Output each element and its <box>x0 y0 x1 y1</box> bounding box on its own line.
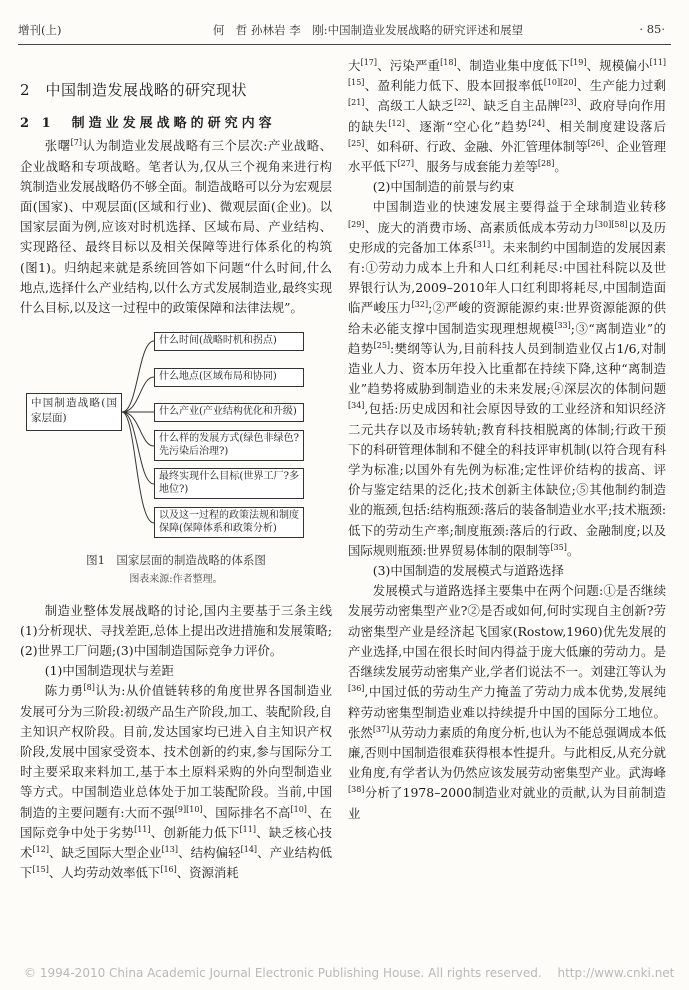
page-number: · 85· <box>639 22 665 36</box>
figure-strategy-system <box>20 326 332 546</box>
citation-ref: [37] <box>372 724 390 734</box>
figure-node-final-goal: 最终实现什么目标(世界工厂?多地位?) <box>154 468 304 499</box>
text-run: 、污染严重 <box>377 58 441 73</box>
figure-node-time: 什么时间(战略时机和拐点) <box>154 332 304 351</box>
text-run: 、在国际竞争中处于劣势 <box>20 804 333 840</box>
text-run: 、缺乏国际大型企业 <box>48 845 162 861</box>
text-run: ;③“离制造业”的趋势 <box>348 320 666 356</box>
text-run: 发展模式与道路选择主要集中在两个问题:①是否继续发展劳动密集型产业?②是否或如何,何时实现自主创新?劳动密集型产业是经济起飞国家(Rostow,1960)优先发展的产业选择,中国在很长时间内得益于庞大低廉的劳动力。是否继续发展劳动密集产业,学者们说法不一。刘建江等认为 <box>348 583 666 680</box>
citation-ref: [12] <box>388 118 405 128</box>
text-run: 、缺乏核心技术 <box>20 824 333 861</box>
text-run: 、企业管理水平低下 <box>348 138 667 175</box>
citation-ref: [10][20] <box>543 78 577 88</box>
citation-ref: [11] <box>134 824 151 834</box>
figure-node-policy-guarantee: 以及这一过程的政策法规和制度保障(保障体系和政策分析) <box>154 507 304 538</box>
citation-ref: [11] <box>239 824 256 834</box>
text-run: 。未来制约中国制造的发展因素有:①劳动力成本上升和人口红利耗尽:中国社科院以及世界银行认为,2009–2010年人口红利即将耗尽,中国制造面临严峻压力 <box>348 239 667 316</box>
text-run: 、高级工人缺乏 <box>364 98 455 114</box>
text-run: 以及历史形成的完备加工体系 <box>348 219 667 255</box>
citation-ref: [9][10] <box>174 804 203 814</box>
text-run: 、制造业集中度低下 <box>456 58 571 73</box>
citation-ref: [36] <box>348 684 365 694</box>
text-run: 中国制造业的快速发展主要得益于全球制造业转移 <box>372 199 666 215</box>
citation-ref: [35] <box>550 542 567 552</box>
text-run: 、规模偏小 <box>586 58 650 73</box>
text-run: 、庞大的消费市场、高素质低成本劳动力 <box>364 219 595 235</box>
citation-ref: [28] <box>537 158 555 168</box>
text-run: ,包括:历史成因和社会原因导致的工业经济和知识经济二元共存以及市场转轨;教育科技相脱离的体制;行政干预下的科研管理体制和不健全的科技评审机制(以符合现有科学为标准;以国外有先例为标准;定性评价结构的拔高、评价与鉴定结果的泛化;技术创新主体缺位;⑤其他制约制造业的瓶颈,包括:结构瓶颈:落后的装备制造业水平;技术瓶颈:低下的劳动生产率;制度瓶颈:落后的行政、金融制度;以及国际规则瓶颈:世界贸易体制的限制等 <box>348 401 667 558</box>
citation-ref: [21] <box>348 98 365 108</box>
citation-ref: [16] <box>160 865 177 875</box>
citation-ref: [10] <box>290 804 307 814</box>
figure-node-development-mode: 什么样的发展方式(绿色非绿色? 先污染后治理?) <box>154 430 304 461</box>
citation-ref: [31] <box>473 239 491 249</box>
header-authors-title: 何 哲 孙林岩 李 刚:中国制造业发展战略的研究评述和展望 <box>212 23 524 37</box>
paragraph <box>348 197 666 561</box>
citation-ref: [14] <box>240 844 258 854</box>
text-run: 、资源消耗 <box>176 865 239 881</box>
text-run: 、缺乏自主品牌 <box>470 98 561 114</box>
figure-node-place: 什么地点(区域布局和协同) <box>154 368 304 387</box>
paragraph <box>20 136 332 318</box>
citation-ref: [27] <box>397 158 414 168</box>
right-column <box>348 56 666 824</box>
text-run: 、逐渐“空心化”趋势 <box>404 118 529 134</box>
text-run: 、如科研、行政、金融、外汇管理体制等 <box>364 138 588 154</box>
text-run: ;②严峻的资源能源约束:世界资源能源的供给未必能支撑中国制造实现理想规模 <box>348 300 666 336</box>
text-run: 、人均劳动效率低下 <box>48 865 161 881</box>
issue-label: 增刊(上) <box>18 23 62 37</box>
text-run: 、产业结构低下 <box>20 845 333 881</box>
citation-ref: [13] <box>161 844 178 854</box>
citation-ref: [19] <box>570 57 587 67</box>
subsection-development-mode: (3)中国制造的发展模式与道路选择 <box>372 563 564 579</box>
section-title: 2 中国制造发展战略的研究现状 <box>20 81 248 99</box>
text-run: ,中国过低的劳动生产力掩盖了劳动力成本优势,发展纯粹劳动密集型制造业难以持续提升中国的国际分工地位。张然 <box>348 684 666 740</box>
text-run: 陈力勇 <box>44 683 84 699</box>
paragraph <box>348 56 666 177</box>
citation-ref: [24] <box>528 118 545 128</box>
text-run: 认为制造业发展战略有三个层次:产业战略、企业战略和专项战略。笔者认为,仅从三个视角来进行构筑制造业发展战略仍不够全面。制造战略可以分为宏观层面(国家)、中观层面(区域和行业)、微观层面(企业)。以国家层面为例,应该对时机选择、区域布局、产业结构、实现路径、最终目标以及相关保障等进行体系化的构筑(图1)。归纳起来就是系统回答如下问题“什么时间,什么地点,选择什么产业结构,以什么方式发展制造业,最终实现什么目标,以及这一过程中的政策保障和法律法规”。 <box>20 138 332 316</box>
text-run: 、相关制度建设落后 <box>544 118 666 134</box>
text-run: 分析了1978–2000制造业对就业的贡献,认为目前制造业 <box>348 785 666 821</box>
text-run: 、盈利能力低下、股本回报率低 <box>364 78 544 94</box>
figure-node-industry: 什么产业(产业结构优化和升级) <box>154 403 304 422</box>
running-header <box>18 22 671 42</box>
paragraph <box>20 681 332 883</box>
text-run: 制造业整体发展战略的讨论,国内主要基于三条主线(1)分析现状、寻找差距,总体上提出改进措施和发展策略;(2)世界工厂问题;(3)中国制造国际竞争力评价。 <box>20 602 332 659</box>
left-column <box>20 56 332 883</box>
citation-ref: [17] <box>360 57 378 67</box>
citation-ref: [18] <box>440 57 457 67</box>
figure-caption: 图1 国家层面的制造战略的体系图 <box>86 553 266 568</box>
citation-ref: [38] <box>348 785 365 795</box>
text-run: 、国际排名不高 <box>202 804 291 820</box>
paragraph <box>348 581 666 823</box>
citation-ref: [34] <box>348 401 365 411</box>
citation-ref: [30][58] <box>594 219 628 229</box>
subsection-current-status: (1)中国制造现状与差距 <box>44 663 174 679</box>
text-run: 认为:从价值链转移的角度世界各国制造业发展可分为三阶段:初级产品生产阶段,加工、装配阶段,自主知识产权阶段。目前,发达国家均已进入自主知识产权阶段,发展中国家受资本、技术创新的约束,参与国际分工时主要采取来料加工,基于本土原料采购的外向型制造业等方式。中国制造业总体处于加工装配阶段。当前,中国制造的主要问题有:大而不强 <box>20 683 333 820</box>
citation-ref: [23] <box>560 98 577 108</box>
text-run: 从劳动力素质的角度分析,也认为不能总强调成本低廉,否则中国制造很难获得根本性提升。与此相反,从充分就业角度,有学者认为仍然应该发展劳动密集型产业。武海峰 <box>348 724 666 781</box>
figure-source: 图表来源:作者整理。 <box>129 574 223 586</box>
paragraph <box>20 601 332 662</box>
citation-ref: [22] <box>454 98 471 108</box>
text-run: 大 <box>348 58 361 73</box>
citation-ref: [15] <box>32 865 49 875</box>
text-run: 、生产能力过剩 <box>576 78 667 94</box>
figure-root-node: 中国制造战略(国家层面) <box>26 393 122 431</box>
subsection-prospects: (2)中国制造的前景与约束 <box>372 179 515 195</box>
text-run: :樊纲等认为,目前科技人员到制造业仅占1/6,对制造业人力、资本历年投入比重都在持续下降,这种“离制造业”趋势将威胁到制造业的未来发展;④深层次的体制问题 <box>348 340 667 397</box>
header-rule <box>18 44 671 45</box>
citation-ref: [25] <box>348 138 365 148</box>
citation-ref: [29] <box>348 219 365 229</box>
copyright-footer: © 1994-2010 China Academic Journal Electronic Publishing House. All rights reserved. http://www.cnki.net <box>24 966 675 980</box>
text-run: 、服务与成套能力差等 <box>413 159 538 175</box>
text-run: 张曙 <box>44 138 71 154</box>
text-run: 。 <box>566 542 580 558</box>
citation-ref: [7] <box>70 138 82 148</box>
text-run: 、结构偏轻 <box>177 845 241 861</box>
citation-ref: [12] <box>32 844 49 854</box>
text-run: 、政府导向作用的缺失 <box>348 98 667 134</box>
citation-ref: [11][15] <box>348 57 667 88</box>
citation-ref: [32] <box>411 300 429 310</box>
text-run: 、创新能力低下 <box>150 824 240 840</box>
citation-ref: [33] <box>554 320 571 330</box>
text-run: 。 <box>554 159 567 175</box>
citation-ref: [25] <box>373 340 391 350</box>
citation-ref: [26] <box>587 138 605 148</box>
citation-ref: [8] <box>83 683 95 693</box>
subsection-title: 2 1 制造业发展战略的研究内容 <box>20 116 276 132</box>
